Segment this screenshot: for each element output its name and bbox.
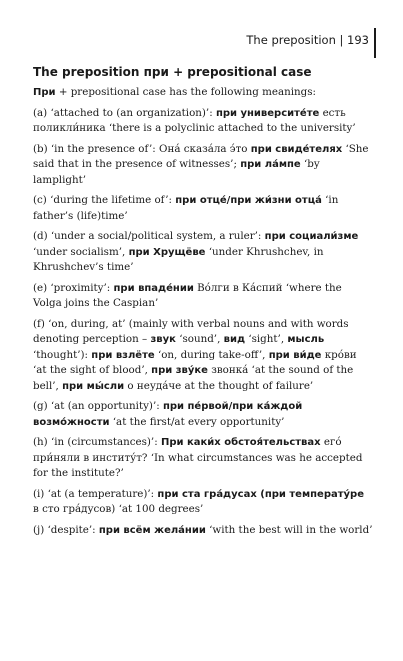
meaning-text: в сто гра́дусов) ‘at 100 degrees’ (33, 503, 204, 515)
intro-bold: При (33, 87, 56, 98)
meaning-text: ‘under Khrushchev, in Khrushchev’s time’ (33, 245, 324, 273)
meaning-c (33, 193, 373, 224)
meaning-text: (g) ‘at (an opportunity)’: (33, 400, 163, 412)
meanings-list (33, 106, 373, 539)
russian-term: при ста гра́дусах (при температу́ре (157, 488, 364, 500)
page-body (33, 85, 373, 543)
margin-rule (374, 28, 376, 58)
russian-term: при всём жела́нии (98, 524, 206, 536)
meaning-j (33, 523, 373, 539)
running-head: The preposition | 193 (246, 33, 369, 47)
meaning-text: ‘on, during take-off’, (154, 348, 269, 361)
meaning-text: (f) ‘on, during, at’ (mainly with verbal nouns and with words denoting perception – (33, 317, 349, 345)
meaning-text: о неуда́че at the thought of failure’ (124, 379, 314, 392)
russian-term: вид (223, 334, 246, 345)
meaning-g (33, 399, 373, 430)
russian-term: звук (150, 334, 176, 345)
meaning-text: ‘by lamplight’ (33, 158, 320, 186)
meaning-e (33, 281, 373, 312)
russian-term: при пе́рвой/при ка́ждой возмо́жности (33, 401, 303, 428)
russian-term: при взлёте (91, 349, 155, 361)
meaning-b (33, 142, 373, 189)
section-title: The preposition при + prepositional case (33, 65, 312, 79)
meaning-a (33, 106, 373, 137)
meaning-text: (j) ‘despite’: (33, 523, 99, 536)
meaning-text: (d) ‘under a social/political system, a ruler’: (33, 230, 265, 242)
meaning-text: ‘sound’, (175, 333, 224, 345)
intro-paragraph (33, 85, 373, 101)
russian-term: при свиде́телях (250, 143, 343, 155)
meaning-text: ‘thought’): (33, 348, 92, 361)
meaning-text: звонка́ ‘at the sound of the bell’, (33, 364, 354, 392)
meaning-text: (c) ‘during the lifetime of’: (33, 194, 176, 206)
meaning-d (33, 229, 373, 276)
russian-term: При каки́х обстоя́тельствах (160, 437, 321, 448)
russian-term: при зву́ке (151, 365, 208, 376)
russian-term: при впаде́нии (113, 282, 194, 294)
meaning-text: кро́ви ‘at the sight of blood’, (33, 348, 357, 376)
meaning-text: (i) ‘at (a temperature)’: (33, 487, 158, 500)
meaning-text: ‘under socialism’, (33, 245, 129, 258)
meaning-text: (b) ‘in the presence of’: Она́ сказа́ла э́то (33, 142, 251, 155)
meaning-text: ‘sight’, (245, 333, 288, 345)
intro-text: + prepositional case has the following meanings: (55, 86, 316, 98)
meaning-i (33, 487, 373, 518)
meaning-text: ‘at the first/at every opportunity’ (109, 415, 285, 428)
russian-term: при ла́мпе (240, 159, 301, 170)
russian-term: при ви́де (268, 349, 322, 361)
russian-term: при мы́сли (62, 380, 125, 392)
meaning-f (33, 317, 373, 395)
russian-term: мысль (287, 334, 325, 345)
meaning-text: (a) ‘attached to (an organization)’: (33, 106, 216, 119)
meaning-text: ‘She said that in the presence of witnesses’; (33, 142, 369, 170)
russian-term: при университе́те (215, 107, 320, 119)
meaning-text: (h) ‘in (circumstances)’: (33, 436, 161, 448)
russian-term: при отце́/при жи́зни отца́ (175, 195, 322, 206)
meaning-text: Во́лги в Ка́спий ‘where the Volga joins the Caspian’ (33, 281, 342, 309)
meaning-text: ‘with the best will in the world’ (205, 523, 373, 536)
meaning-text: его́ при́няли в институ́т? ‘In what circumstances was he accepted for the institute?’ (33, 436, 363, 479)
russian-term: при Хрущёве (128, 246, 206, 258)
meaning-h (33, 435, 373, 482)
russian-term: при социали́зме (264, 231, 359, 242)
meaning-text: (e) ‘proximity’: (33, 281, 114, 294)
meaning-text: есть поликли́ника ‘there is a polyclinic attached to the university’ (33, 106, 356, 134)
meaning-text: ‘in father’s (life)time’ (33, 194, 339, 222)
